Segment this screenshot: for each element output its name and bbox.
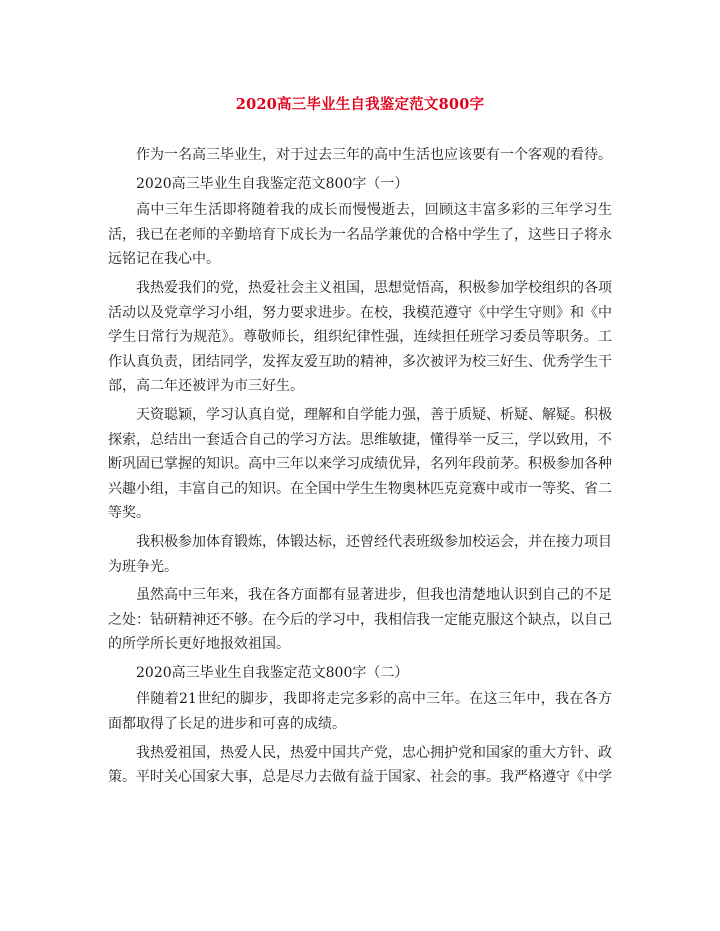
body-paragraph: 天资聪颖，学习认真自觉，理解和自学能力强，善于质疑、析疑、解疑。积极探索，总结出一套适合自己的学习方法。思维敏捷，懂得举一反三，学以致用，不断巩固已掌握的知识。高中三年以来学习成绩优异，名列年段前茅。积极参加各种兴趣小组，丰富自己的知识。在全国中学生生物奥林匹克竞赛中或市一等奖、省二等奖。: [108, 406, 612, 522]
body-paragraph: 伴随着21世纪的脚步，我即将走完多彩的高中三年。在这三年中，我在各方面都取得了长足的进步和可喜的成绩。: [108, 691, 612, 733]
document-body: [108, 143, 612, 794]
body-paragraph: 我积极参加体育锻炼，体锻达标，还曾经代表班级参加校运会，并在接力项目为班争光。: [108, 533, 612, 575]
body-paragraph: 高中三年生活即将随着我的成长而慢慢逝去，回顾这丰富多彩的三年学习生活，我已在老师的辛勤培育下成长为一名品学兼优的合格中学生了，这些日子将永远铭记在我心中。: [108, 202, 612, 268]
intro-paragraph: 作为一名高三毕业生，对于过去三年的高中生活也应该要有一个客观的看待。: [136, 147, 612, 163]
body-paragraph: 我热爱祖国，热爱人民，热爱中国共产党，忠心拥护党和国家的重大方针、政策。平时关心国家大事，总是尽力去做有益于国家、社会的事。我严格遵守《中学: [108, 744, 612, 786]
body-paragraph: 虽然高中三年来，我在各方面都有显著进步，但我也清楚地认识到自己的不足之处：钻研精神还不够。在今后的学习中，我相信我一定能克服这个缺点，以自己的所学所长更好地报效祖国。: [108, 587, 612, 653]
body-paragraph: 我热爱我们的党，热爱社会主义祖国，思想觉悟高，积极参加学校组织的各项活动以及党章学习小组，努力要求进步。在校，我模范遵守《中学生守则》和《中学生日常行为规范》。尊敬师长，组织纪律性强，连续担任班学习委员等职务。工作认真负责，团结同学，发挥友爱互助的精神，多次被评为校三好生、优秀学生干部，高二年还被评为市三好生。: [108, 279, 612, 395]
section-heading-2: 2020高三毕业生自我鉴定范文800字（二）: [136, 664, 409, 681]
section-heading-1: 2020高三毕业生自我鉴定范文800字（一）: [136, 175, 409, 192]
page-title: 2020高三毕业生自我鉴定范文800字: [235, 96, 485, 113]
